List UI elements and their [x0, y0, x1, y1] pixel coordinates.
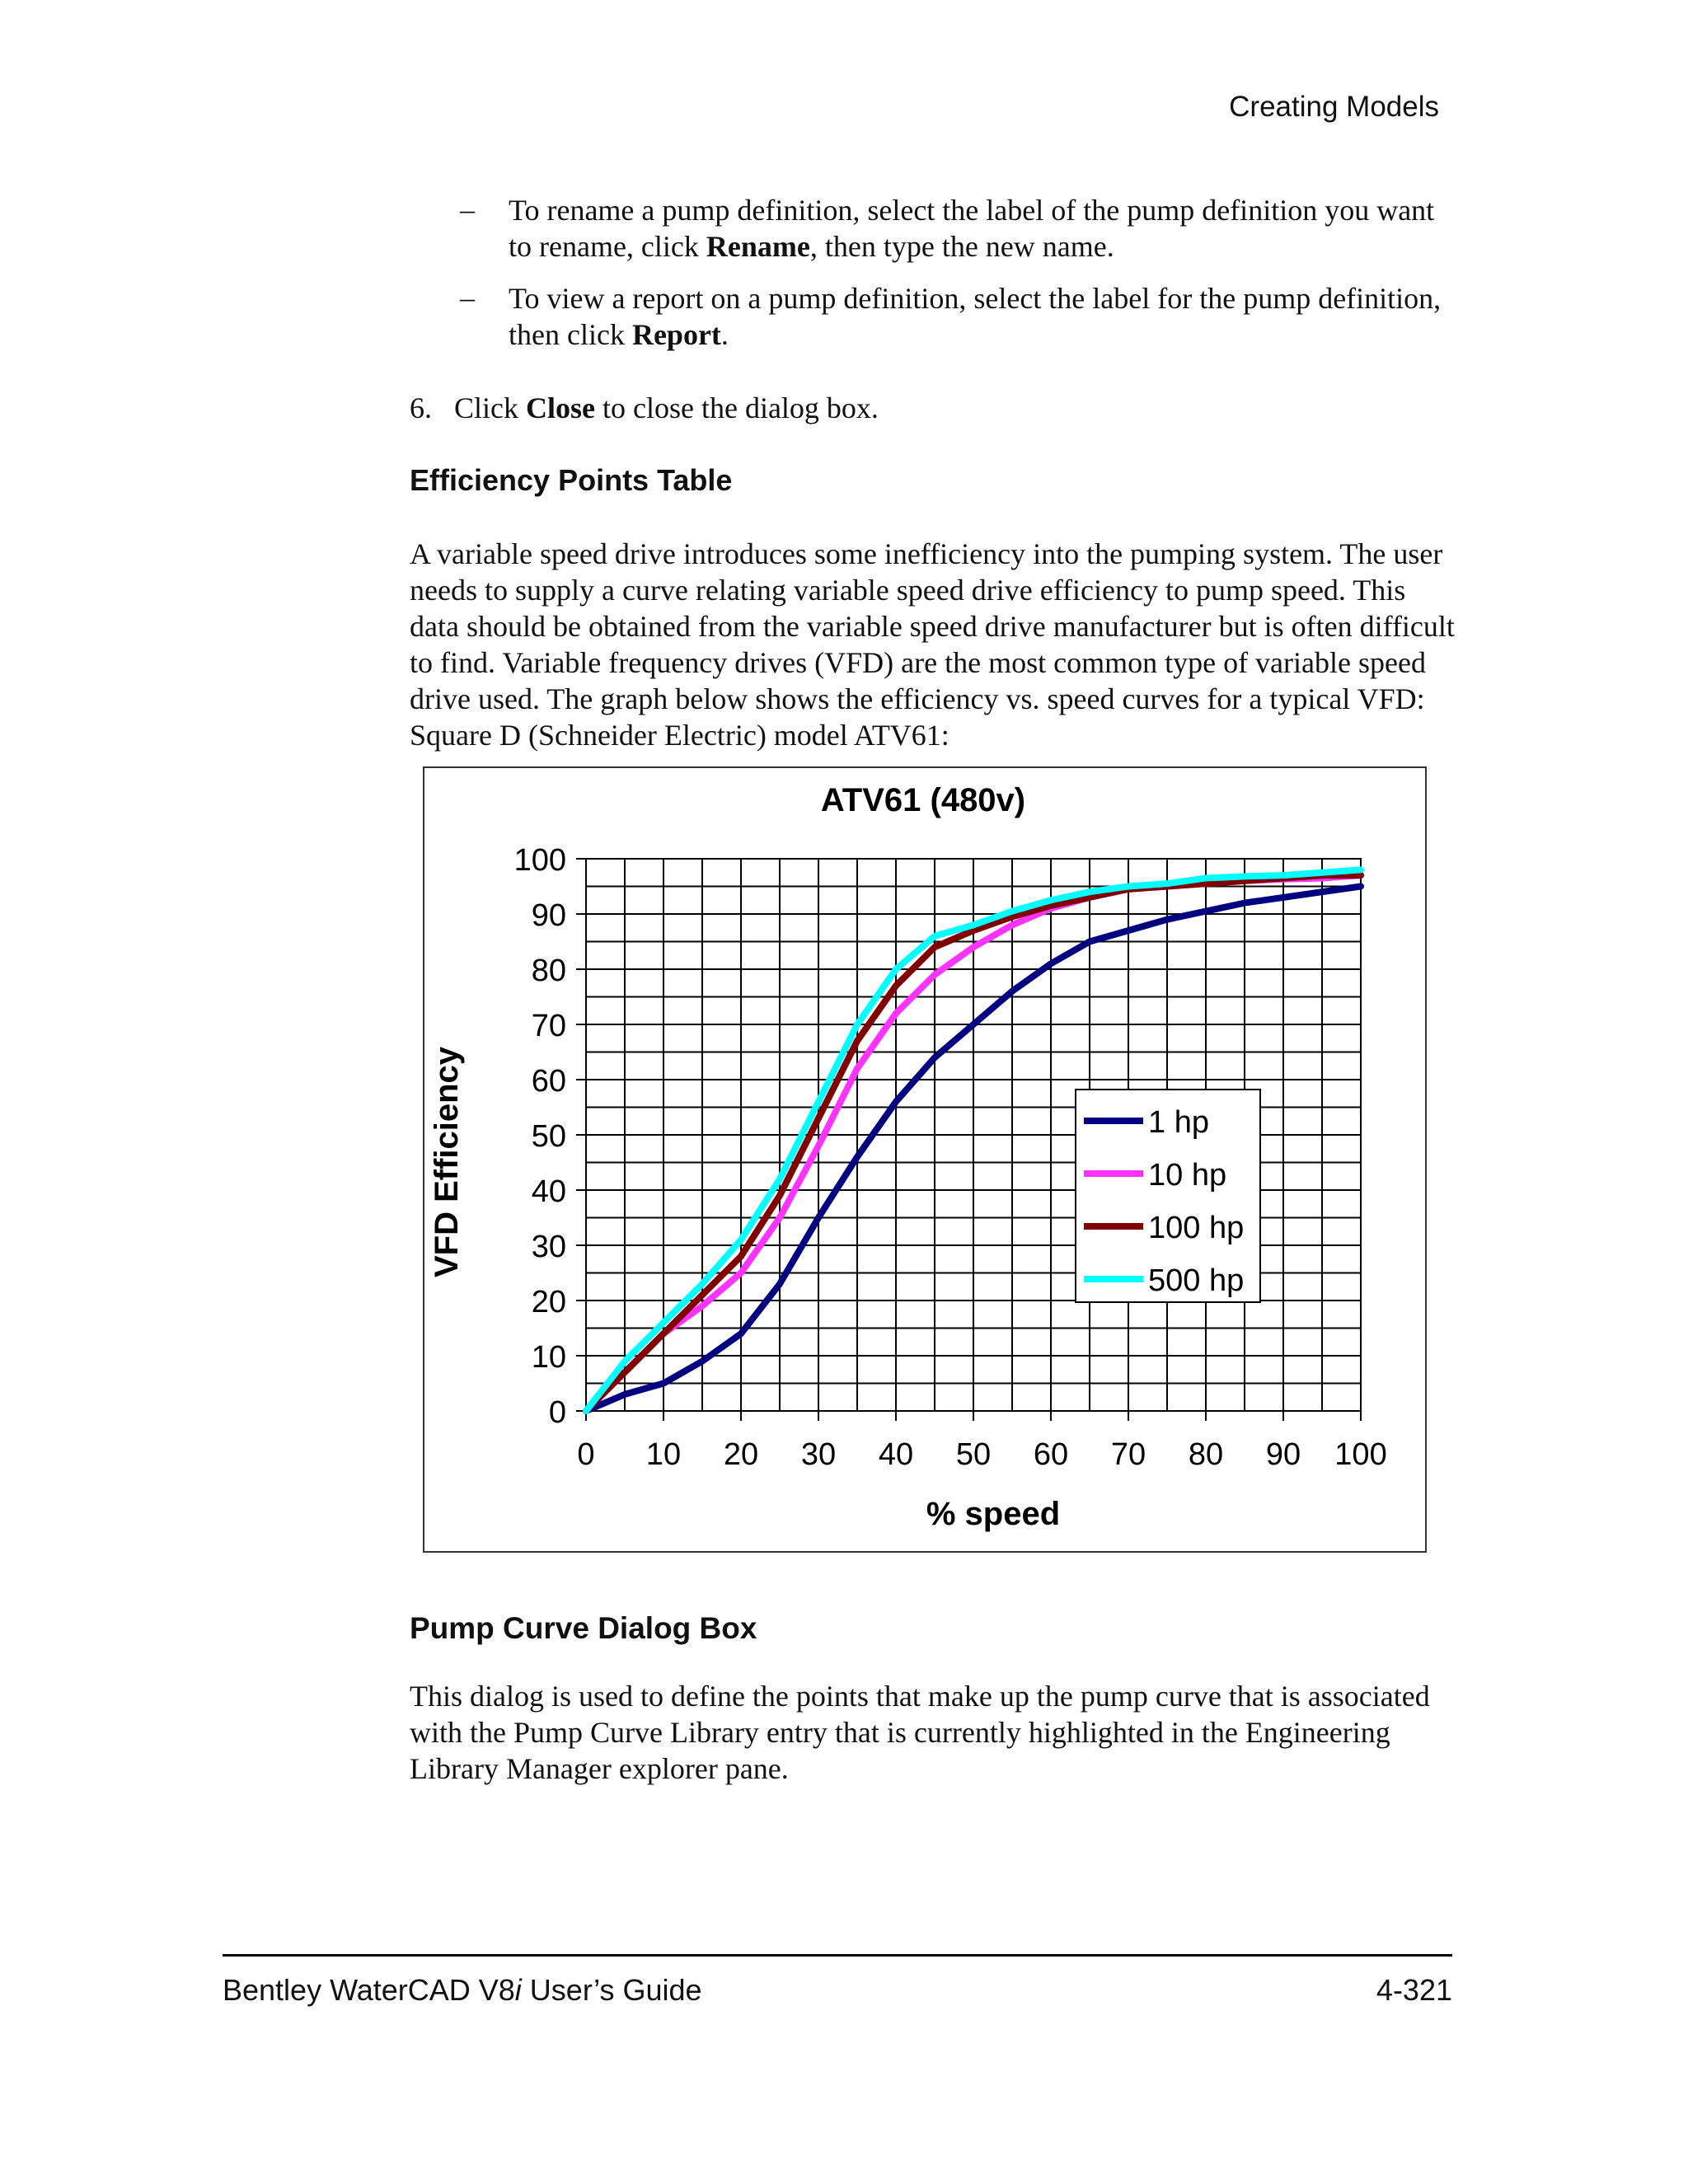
bullet-dash: –: [460, 193, 475, 226]
bold-close: Close: [526, 391, 595, 424]
x-tick-label: 50: [955, 1437, 992, 1472]
y-tick-label: 90: [531, 898, 566, 933]
y-tick-label: 30: [531, 1230, 566, 1264]
paragraph-pump-curve: This dialog is used to define the points that make up the pump curve that is associated with the Pump Curve Library entry that is currently highlighted in the Engineering Library Manager explorer pane.: [410, 1680, 1430, 1785]
x-tick-label: 60: [1033, 1437, 1069, 1472]
y-tick-label: 100: [513, 843, 566, 878]
running-head: Creating Models: [1229, 91, 1439, 123]
x-tick-label: 20: [723, 1437, 759, 1472]
chart-y-axis-label: VFD Efficiency: [429, 1046, 465, 1278]
y-tick-label: 0: [548, 1395, 566, 1430]
legend-label: 10 hp: [1148, 1158, 1227, 1193]
y-tick-label: 50: [531, 1119, 566, 1154]
x-tick-label: 80: [1188, 1437, 1224, 1472]
x-tick-label: 70: [1110, 1437, 1146, 1472]
legend-label: 1 hp: [1148, 1105, 1209, 1140]
page-number: 4-321: [1376, 1973, 1452, 2007]
efficiency-chart: [424, 768, 1425, 1551]
y-tick-label: 20: [531, 1285, 566, 1319]
heading-pump-curve-dialog-box: Pump Curve Dialog Box: [410, 1611, 757, 1645]
step-close: 6. Click Close to close the dialog box.: [410, 391, 879, 424]
x-tick-label: 40: [878, 1437, 914, 1472]
x-tick-label: 90: [1265, 1437, 1301, 1472]
bullet-report: To view a report on a pump definition, select the label for the pump definition, then click Report.: [509, 282, 1442, 351]
chart-title: ATV61 (480v): [820, 782, 1026, 818]
x-tick-label: 10: [645, 1437, 682, 1472]
bold-report: Report: [631, 318, 721, 351]
footer-rule: [223, 1954, 1452, 1957]
legend-label: 100 hp: [1148, 1211, 1245, 1245]
heading-efficiency-points-table: Efficiency Points Table: [410, 463, 733, 497]
bullet-dash: –: [460, 281, 475, 314]
bold-rename: Rename: [706, 230, 810, 263]
footer-title: Bentley WaterCAD V8i User’s Guide: [223, 1973, 702, 2007]
y-tick-label: 10: [531, 1340, 566, 1375]
y-tick-label: 40: [531, 1174, 566, 1209]
paragraph-efficiency: A variable speed drive introduces some inefficiency into the pumping system. The user needs to supply a curve relating variable speed drive efficiency to pump speed. This data should be obtained from the variable speed drive manufacturer but is often difficult to find. Variable frequency drives (VFD) are the most common type of variable speed drive used. The graph below shows the efficiency vs. speed curves for a typical VFD: Square D (Schneider Electric) model ATV61:: [410, 537, 1455, 752]
x-tick-label: 0: [577, 1437, 595, 1472]
y-tick-label: 70: [531, 1009, 566, 1043]
x-tick-label: 100: [1334, 1437, 1387, 1472]
chart-x-axis-label: % speed: [926, 1496, 1061, 1532]
bullet-rename: To rename a pump definition, select the label of the pump definition you want to rename, click Rename, then type the new name.: [509, 194, 1435, 263]
legend-label: 500 hp: [1148, 1263, 1245, 1298]
x-tick-label: 30: [800, 1437, 837, 1472]
y-tick-label: 80: [531, 954, 566, 988]
chart-frame: [423, 766, 1427, 1553]
y-tick-label: 60: [531, 1064, 566, 1099]
